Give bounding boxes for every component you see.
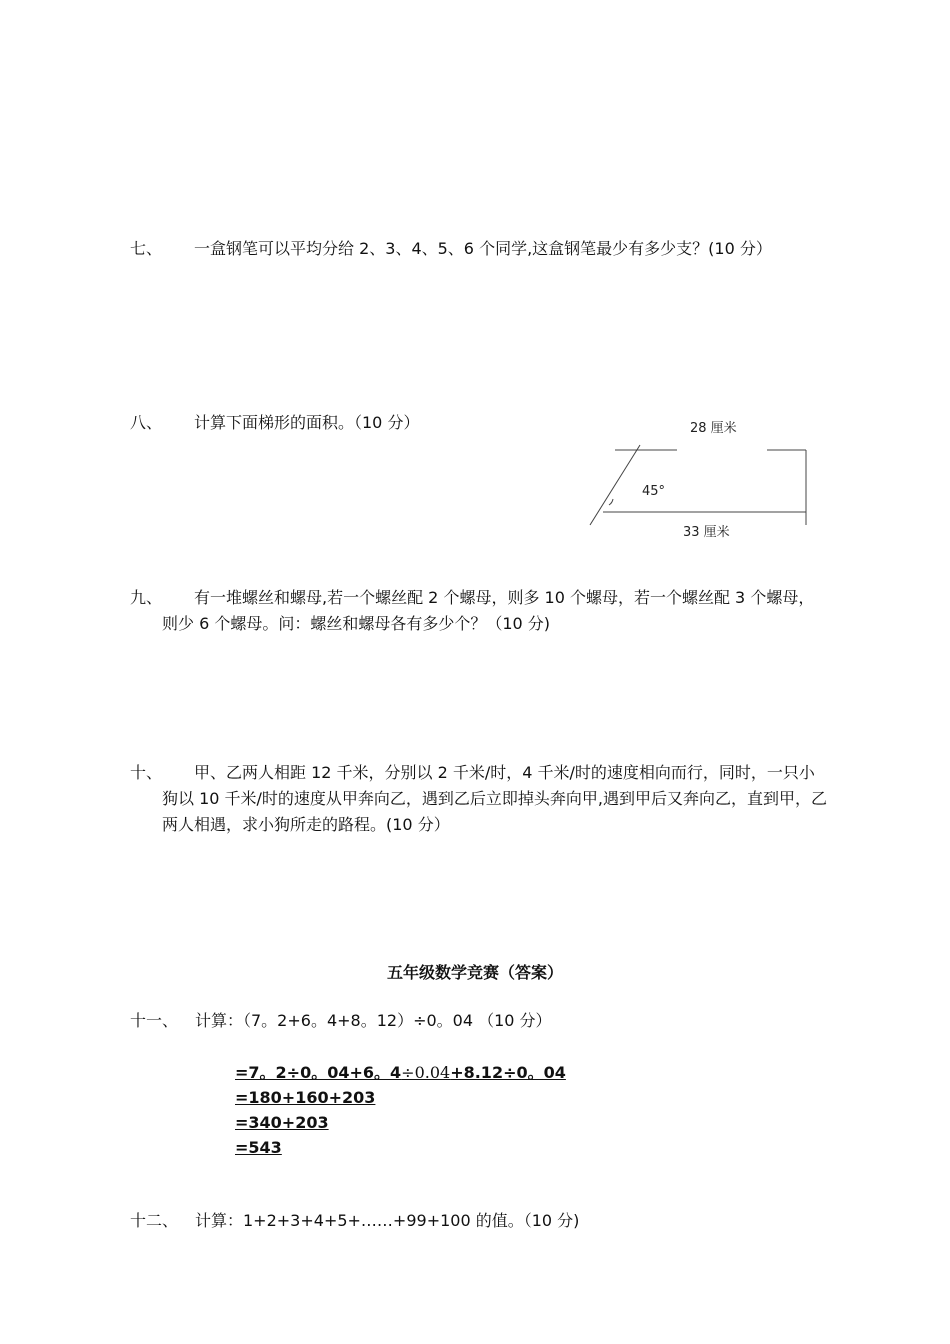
question-text: 有一堆螺丝和螺母,若一个螺丝配 2 个螺母，则多 10 个螺母，若一个螺丝配 3 个螺母，则少 6 个螺母。问：螺丝和螺母各有多少个？（10 分) (162, 588, 815, 633)
question-number: 七、 (130, 239, 163, 258)
angle-label: 45° (642, 484, 666, 499)
bottom-base-label: 33 厘米 (683, 525, 730, 540)
question-9 (130, 585, 830, 637)
question-number: 十二、 (130, 1211, 179, 1230)
question-text: 甲、乙两人相距 12 千米，分别以 2 千米/时，4 千米/时的速度相向而行，同时，一只小狗以 10 千米/时的速度从甲奔向乙，遇到乙后立即掉头奔向甲,遇到甲后又奔向乙，直到甲，乙两人相遇，求小狗所走的路程。(10 分） (162, 763, 828, 834)
calculation-steps (235, 1060, 566, 1160)
trapezoid-figure (585, 405, 845, 555)
question-10 (130, 760, 830, 838)
question-text: 计算：（7。2+6。4+8。12）÷0。04 （10 分） (195, 1011, 552, 1030)
calc-line-1: =7。2÷0。04+6。4÷0.04+8.12÷0。04 (235, 1063, 566, 1082)
question-8 (130, 410, 550, 436)
question-12 (130, 1208, 830, 1234)
calc-line-3: =340+203 (235, 1113, 329, 1132)
question-number: 十、 (130, 763, 163, 782)
question-number: 八、 (130, 413, 163, 432)
answer-title: 五年级数学竞赛（答案） (386, 963, 563, 982)
question-text: 计算下面梯形的面积。（10 分） (194, 413, 420, 432)
question-number: 九、 (130, 588, 163, 607)
calc-line-2: =180+160+203 (235, 1088, 376, 1107)
question-text: 计算：1+2+3+4+5+……+99+100 的值。（10 分) (195, 1211, 580, 1230)
question-number: 十一、 (130, 1011, 179, 1030)
question-7 (130, 236, 830, 262)
calc-line-4: =543 (235, 1138, 282, 1157)
question-text: 一盒钢笔可以平均分给 2、3、4、5、6 个同学,这盒钢笔最少有多少支？(10 分） (194, 239, 772, 258)
question-11 (130, 1008, 830, 1034)
top-base-label: 28 厘米 (690, 421, 737, 436)
